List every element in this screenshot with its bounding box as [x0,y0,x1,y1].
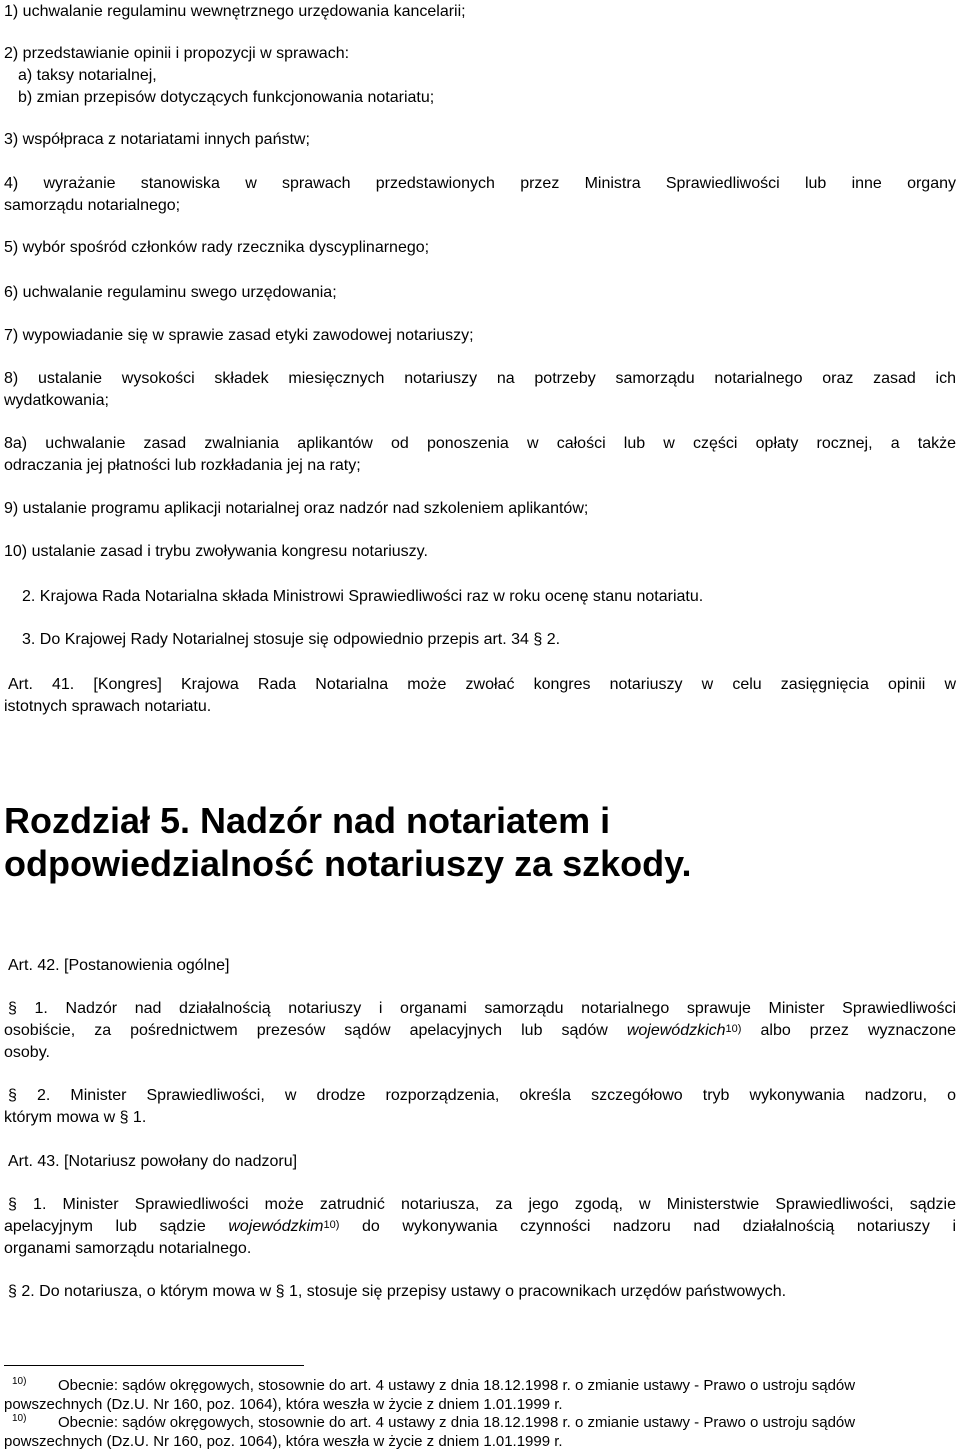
list-item-7: 7) wypowiadanie się w sprawie zasad etyki zawodowej notariuszy; [4,327,474,344]
list-item-2a: a) taksy notarialnej, [18,67,157,84]
paragraph-3: 3. Do Krajowej Rady Notarialnej stosuje się odpowiednio przepis art. 34 § 2. [22,631,561,648]
footnote-separator [4,1365,304,1366]
art-42-para2-line2: którym mowa w § 1. [4,1109,147,1126]
art-43-para1-line3: organami samorządu notarialnego. [4,1240,252,1257]
list-item-9: 9) ustalanie programu aplikacji notarialnej oraz nadzór nad szkoleniem aplikantów; [4,500,589,517]
chapter-title-line2: odpowiedzialność notariuszy za szkody. [4,843,692,884]
art-43-para2: § 2. Do notariusza, o którym mowa w § 1, stosuje się przepisy ustawy o pracownikach urzędów państwowych. [8,1283,787,1300]
art-43-para1-line2: apelacyjnym lub sądzie wojewódzkim$^{10)}$ do wykonywania czynności nadzoru nad działalnością notariuszy i [4,1218,957,1235]
footnote-2-line1: Obecnie: sądów okręgowych, stosownie do art. 4 ustawy z dnia 18.12.1998 r. o zmianie ustawy - Prawo o ustroju sądów [58,1414,856,1431]
list-item-8-line1: 8) ustalanie wysokości składek miesięcznych notariuszy na potrzeby samorządu notarialnego oraz zasad ich [4,370,956,387]
list-item-6: 6) uchwalanie regulaminu swego urzędowania; [4,284,337,301]
footnote-ref: 10) [323,1219,340,1231]
list-item-2b: b) zmian przepisów dotyczących funkcjonowania notariatu; [18,89,435,106]
art-41-line1: Art. 41. [Kongres] Krajowa Rada Notarialna może zwołać kongres notariuszy w celu zasięgnięcia opinii w [8,676,956,693]
footnote-1 [4,1376,956,1414]
list-item-8a-line2: odraczania jej płatności lub rozkładania jej na raty; [4,457,361,474]
paragraph-2: 2. Krajowa Rada Notarialna składa Ministrowi Sprawiedliwości raz w roku ocenę stanu notariatu. [22,588,704,605]
footnote-1-line2: powszechnych (Dz.U. Nr 160, poz. 1064), która weszła w życie z dniem 1.01.1999 r. [4,1396,563,1413]
list-item-2: 2) przedstawianie opinii i propozycji w sprawach: [4,45,350,62]
art-42-para1-line1: § 1. Nadzór nad działalnością notariuszy i organami samorządu notarialnego sprawuje Minister Sprawiedliwości [8,1000,956,1017]
art-43-title: Art. 43. [Notariusz powołany do nadzoru] [8,1153,298,1170]
footnote-1-line1: Obecnie: sądów okręgowych, stosownie do art. 4 ustawy z dnia 18.12.1998 r. o zmianie ustawy - Prawo o ustroju sądów [58,1377,856,1394]
list-item-10: 10) ustalanie zasad i trybu zwoływania kongresu notariuszy. [4,543,428,560]
list-item-8-line2: wydatkowania; [4,392,109,409]
list-item-4-line1: 4) wyrażanie stanowiska w sprawach przedstawionych przez Ministra Sprawiedliwości lub inne organy [4,175,956,192]
list-item-8a-line1: 8a) uchwalanie zasad zwalniania aplikantów od ponoszenia w całości lub w części opłaty rocznej, a także [4,435,956,452]
footnote-2-mark: 10) [12,1413,27,1424]
list-item-1: 1) uchwalanie regulaminu wewnętrznego urzędowania kancelarii; [4,3,466,20]
art-42-para1-line3: osoby. [4,1044,50,1061]
list-item-3: 3) współpraca z notariatami innych państw; [4,131,310,148]
chapter-title-line1: Rozdział 5. Nadzór nad notariatem i [4,800,611,841]
footnote-ref: 10) [725,1023,742,1035]
art-41-line2: istotnych sprawach notariatu. [4,698,212,715]
footnote-2 [4,1413,956,1451]
list-item-4-line2: samorządu notarialnego; [4,197,181,214]
footnote-2-line2: powszechnych (Dz.U. Nr 160, poz. 1064), która weszła w życie z dniem 1.01.1999 r. [4,1433,563,1450]
list-item-5: 5) wybór spośród członków rady rzecznika dyscyplinarnego; [4,239,430,256]
art-42-para1-line2: osobiście, za pośrednictwem prezesów sądów apelacyjnych lub sądów wojewódzkich$^{10)}$ albo przez wyznaczone [4,1022,957,1039]
footnote-1-mark: 10) [12,1376,27,1387]
art-42-title: Art. 42. [Postanowienia ogólne] [8,957,230,974]
art-42-para2-line1: § 2. Minister Sprawiedliwości, w drodze rozporządzenia, określa szczegółowo tryb wykonywania nadzoru, o [8,1087,956,1104]
art-43-para1-line1: § 1. Minister Sprawiedliwości może zatrudnić notariusza, za jego zgodą, w Ministerstwie Sprawiedliwości, sądzie [8,1196,956,1213]
